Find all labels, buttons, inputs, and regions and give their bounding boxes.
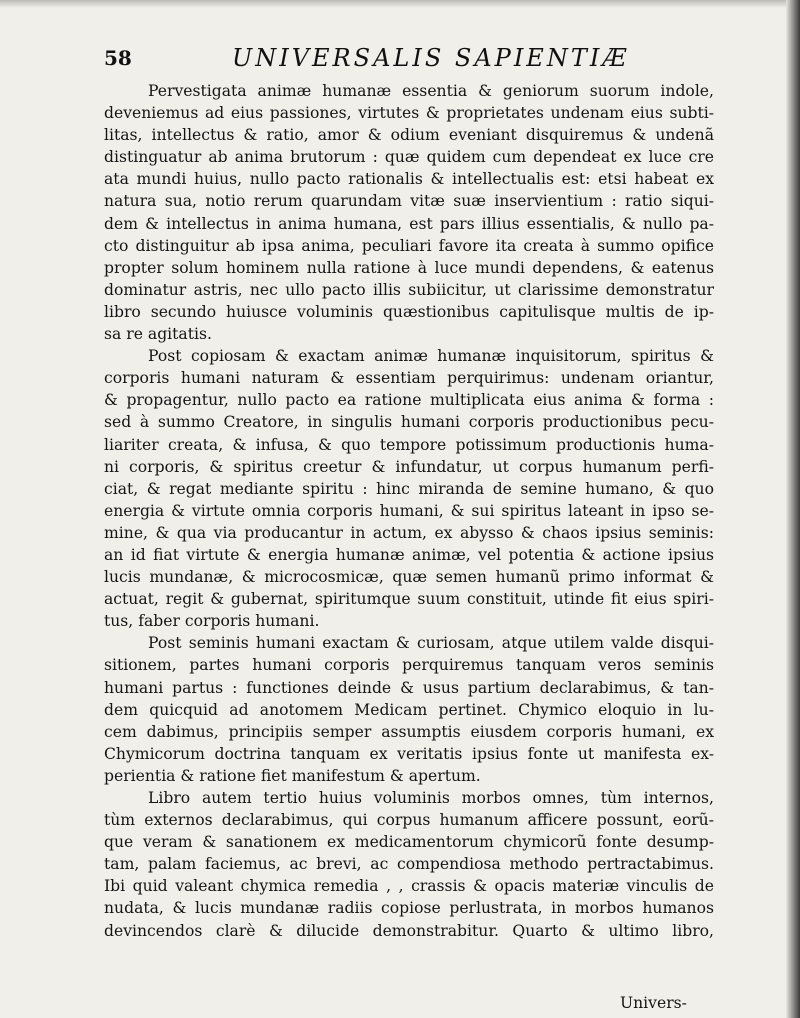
text-line: mine, & qua via producantur in actum, ex abysso & chaos ipsius seminis: bbox=[104, 523, 714, 542]
text-line: Post copiosam & exactam animæ humanæ inquisitorum, spiritus & bbox=[148, 347, 714, 366]
text-line: cem dabimus, principiis semper assumptis eiusdem corporis humani, ex bbox=[104, 722, 714, 741]
text-line: Ibi quid valeant chymica remedia , , crassis & opacis materiæ vinculis de bbox=[104, 877, 714, 896]
text-line: que veram & sanationem ex medicamentorum chymicorũ fonte desump- bbox=[104, 833, 714, 852]
text-line: perientia & ratione fiet manifestum & apertum. bbox=[104, 766, 481, 785]
text-line: & propagentur, nullo pacto ea ratione multiplicata eius anima & forma : bbox=[104, 391, 714, 410]
text-line: tam, palam faciemus, ac brevi, ac compendiosa methodo pertractabimus. bbox=[104, 855, 714, 874]
paragraph-3 bbox=[104, 632, 714, 787]
text-line: ata mundi huius, nullo pacto rationalis & intellectualis est: etsi habeat ex bbox=[104, 170, 714, 189]
text-line: propter solum hominem nulla ratione à luce mundi dependens, & eatenus bbox=[104, 258, 714, 277]
text-line: cto distinguitur ab ipsa anima, peculiari favore ita creata à summo opifice bbox=[104, 236, 714, 255]
text-line: distinguatur ab anima brutorum : quæ quidem cum dependeat ex luce cre bbox=[104, 148, 714, 167]
text-line: actuat, regit & gubernat, spiritumque suum constituit, utinde fit eius spiri- bbox=[104, 590, 714, 609]
page-top-edge bbox=[0, 0, 800, 8]
text-line: dem & intellectus in anima humana, est pars illius essentialis, & nullo pa- bbox=[104, 214, 714, 233]
text-line: libro secundo huiusce voluminis quæstionibus capitulisque multis de ip- bbox=[104, 302, 714, 321]
text-line: humani partus : functiones deinde & usus partium declarabimus, & tan- bbox=[104, 678, 714, 697]
paragraph-4 bbox=[104, 787, 714, 942]
text-line: litas, intellectus & ratio, amor & odium eveniant disquiremus & undenã bbox=[104, 126, 714, 145]
text-line: natura sua, notio rerum quarundam vitæ suæ inservientium : ratio siqui- bbox=[104, 192, 714, 211]
text-line: Pervestigata animæ humanæ essentia & geniorum suorum indole, bbox=[148, 82, 714, 100]
page-right-edge bbox=[786, 0, 800, 1018]
text-line: nudata, & lucis mundanæ radiis copiose perlustrata, in morbos humanos bbox=[104, 899, 714, 918]
text-line: an id fiat virtute & energia humanæ animæ, vel potentia & actione ipsius bbox=[104, 545, 714, 564]
paragraph-1 bbox=[104, 80, 714, 345]
text-line: lucis mundanæ, & microcosmicæ, quæ semen humanũ primo informat & bbox=[104, 568, 714, 587]
text-line: devincendos clarè & dilucide demonstrabitur. Quarto & ultimo libro, bbox=[104, 921, 714, 940]
paragraph-2 bbox=[104, 345, 714, 632]
page-number: 58 bbox=[104, 46, 132, 70]
text-line: Libro autem tertio huius voluminis morbos omnes, tùm internos, bbox=[148, 789, 714, 807]
text-line: dem quicquid ad anotomem Medicam pertinet. Chymico eloquio in lu- bbox=[104, 700, 714, 719]
text-line: sitionem, partes humani corporis perquiremus tanquam veros seminis bbox=[104, 656, 714, 675]
text-line: ciat, & regat mediante spiritu : hinc miranda de semine humano, & quo bbox=[104, 479, 714, 498]
text-line: dominatur astris, nec ullo pacto illis subiicitur, ut clarissime demonstratur bbox=[104, 280, 714, 299]
body-text bbox=[104, 80, 714, 942]
running-title: UNIVERSALIS SAPIENTIÆ bbox=[232, 44, 630, 72]
text-line: tùm externos declarabimus, qui corpus humanum afficere possunt, eorũ- bbox=[104, 811, 714, 830]
text-line: ni corporis, & spiritus creetur & infundatur, ut corpus humanum perfi- bbox=[104, 457, 714, 476]
catchword: Univers- bbox=[620, 994, 687, 1012]
text-line: sa re agitatis. bbox=[104, 325, 212, 344]
page-header bbox=[104, 40, 704, 74]
text-line: tus, faber corporis humani. bbox=[104, 612, 320, 631]
text-line: Post seminis humani exactam & curiosam, atque utilem valde disqui- bbox=[148, 634, 714, 653]
text-line: energia & virtute omnia corporis humani, & sui spiritus lateant in ipso se- bbox=[104, 501, 714, 520]
text-line: sed à summo Creatore, in singulis humani corporis productionibus pecu- bbox=[104, 413, 714, 432]
text-line: deveniemus ad eius passiones, virtutes & proprietates undenam eius subti- bbox=[104, 104, 714, 123]
text-line: liariter creata, & infusa, & quo tempore potissimum productionis huma- bbox=[104, 435, 714, 454]
text-line: corporis humani naturam & essentiam perquirimus: undenam oriantur, bbox=[104, 369, 714, 388]
text-line: Chymicorum doctrina tanquam ex veritatis ipsius fonte ut manifesta ex- bbox=[104, 744, 714, 763]
